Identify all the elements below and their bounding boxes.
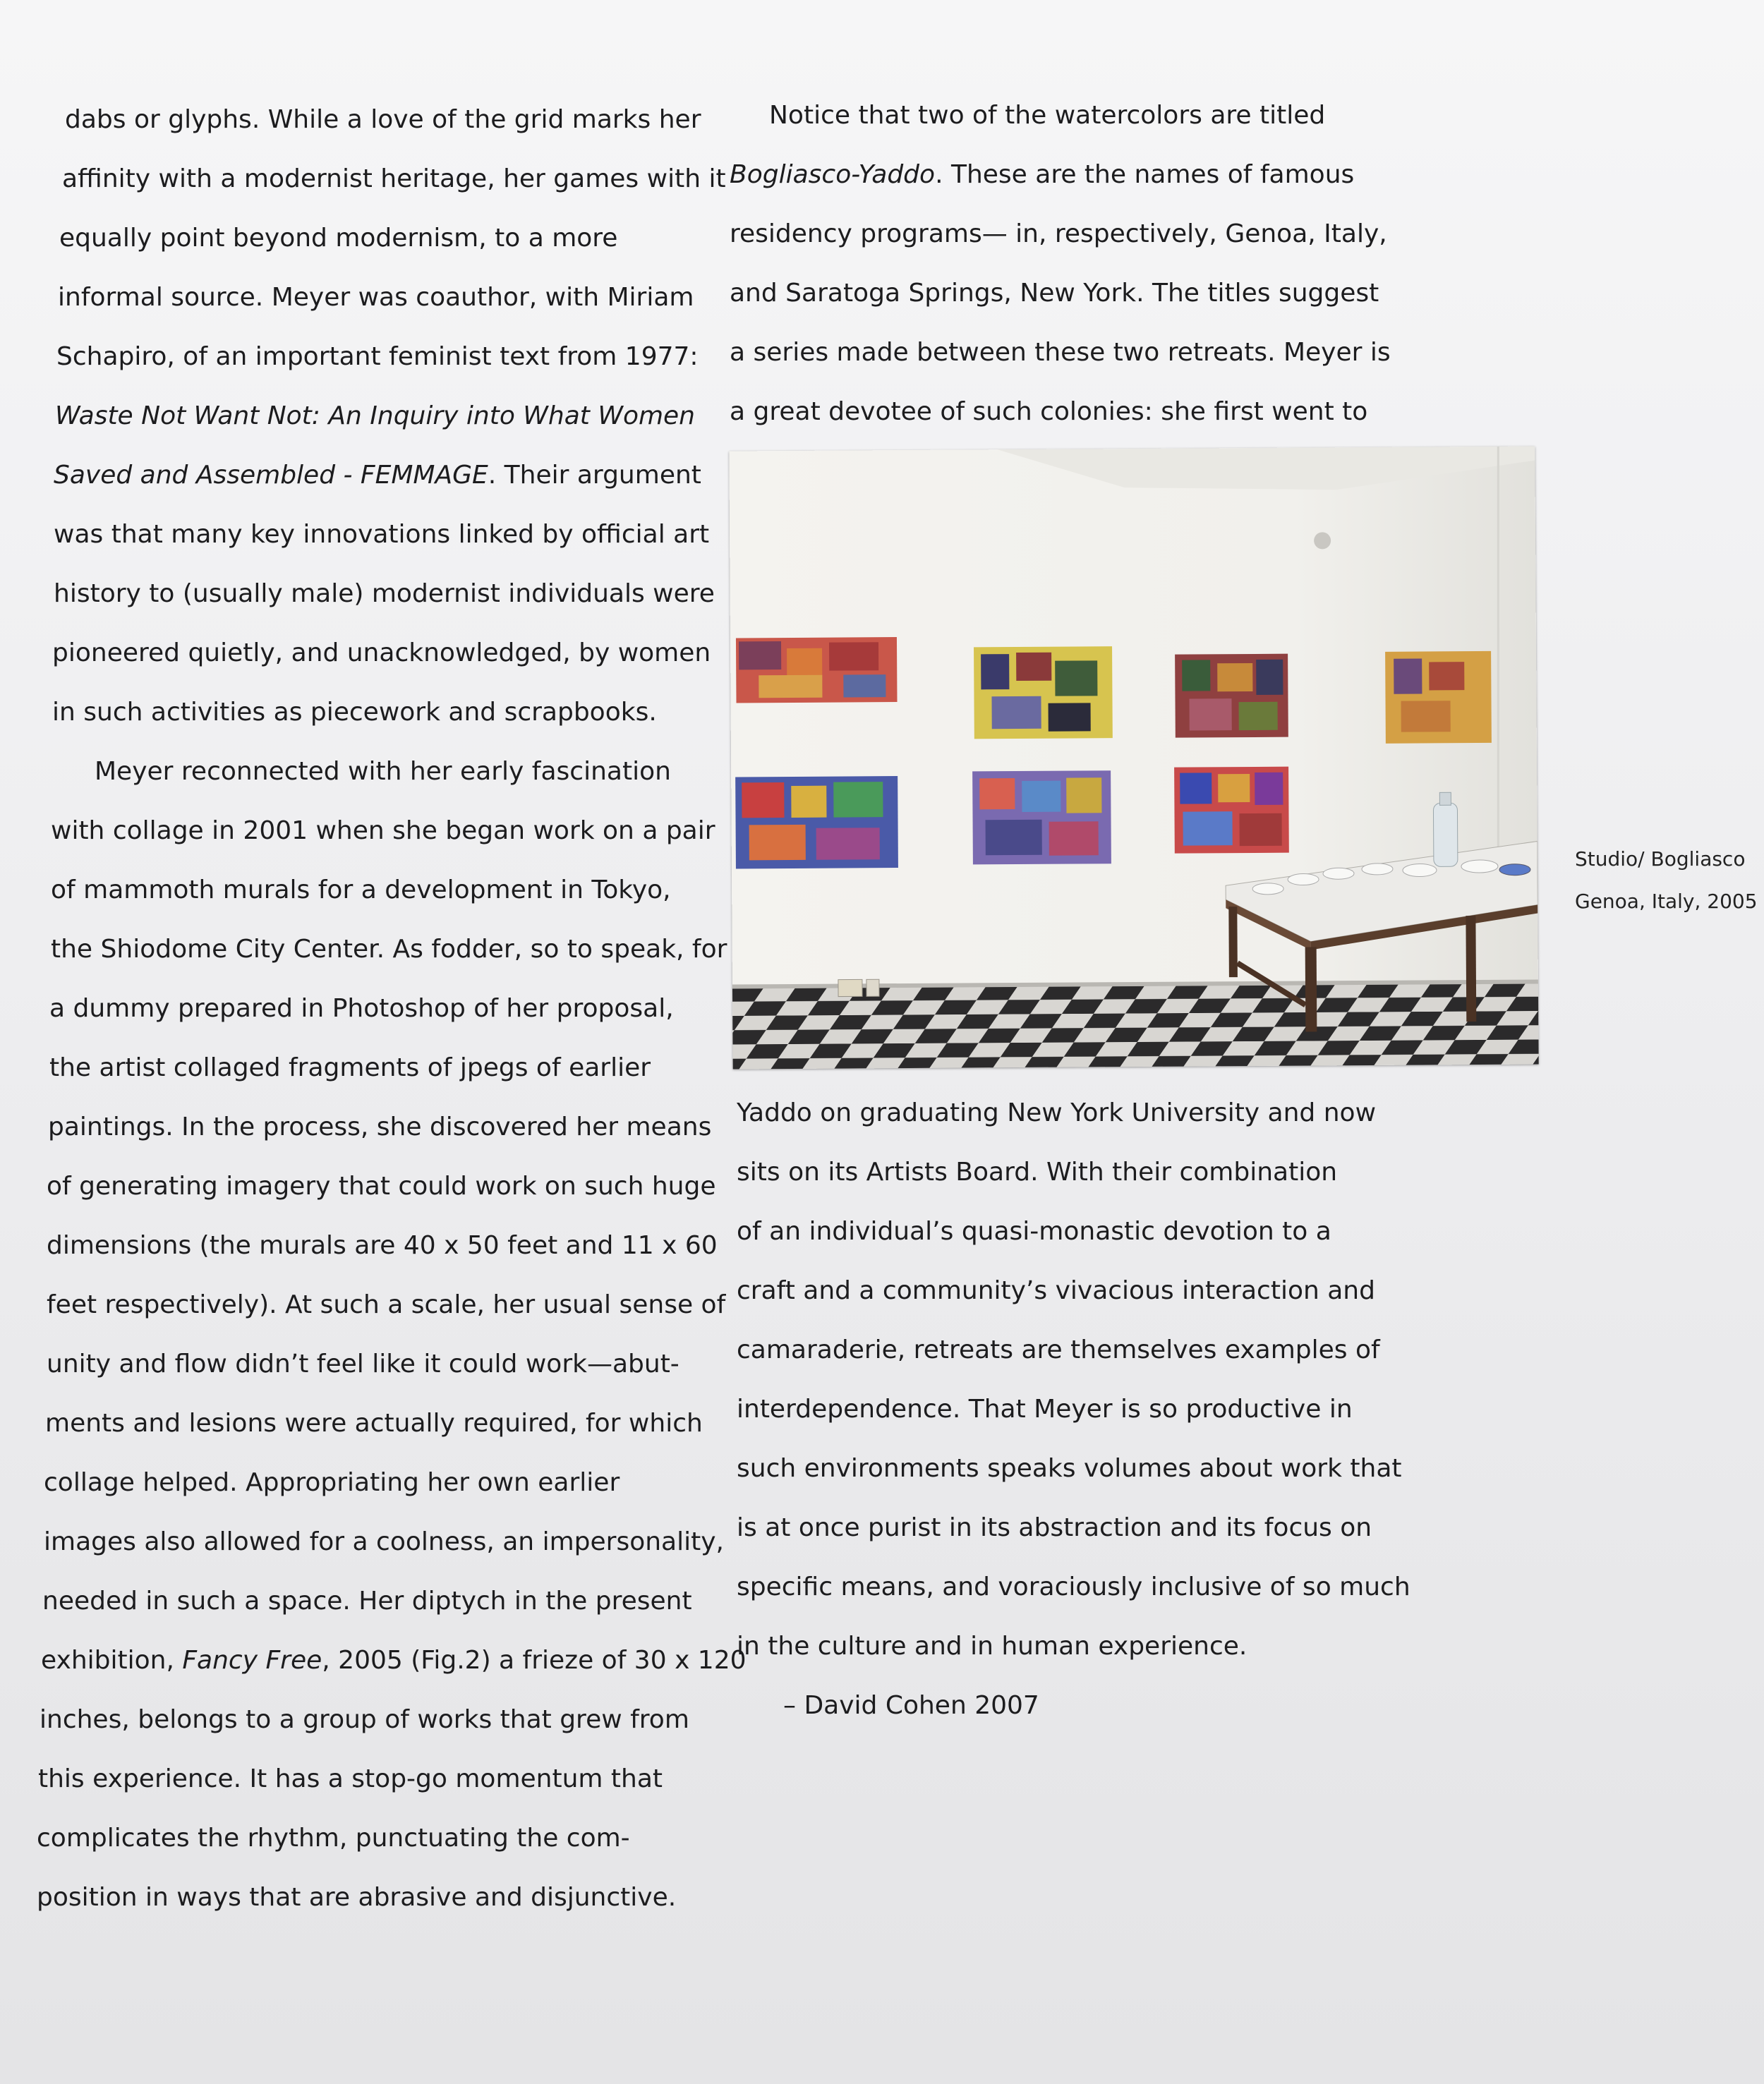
text-line: Yaddo on graduating New York University and now <box>737 1098 1377 1127</box>
text-line: was that many key innovations linked by official art <box>54 520 710 549</box>
text-line: needed in such a space. Her diptych in the present <box>42 1587 692 1616</box>
author-signature: – David Cohen 2007 <box>783 1691 1039 1720</box>
text-line: a great devotee of such colonies: she first went to <box>730 397 1368 426</box>
text-line: equally point beyond modernism, to a more <box>59 224 618 253</box>
text-line: feet respectively). At such a scale, her usual sense of <box>47 1290 726 1319</box>
text-line: and Saratoga Springs, New York. The titles suggest <box>730 279 1379 308</box>
photo-caption <box>1575 838 1758 923</box>
text-line: this experience. It has a stop-go momentum that <box>38 1764 663 1793</box>
book-title-line: Waste Not Want Not: An Inquiry into What Women <box>55 401 695 430</box>
left-text-column <box>27 90 747 1927</box>
artwork-title-italic: Fancy Free <box>182 1646 322 1675</box>
text-line: a dummy prepared in Photoshop of her proposal, <box>49 994 674 1023</box>
text-line: camaraderie, retreats are themselves examples of <box>737 1335 1380 1364</box>
caption-line-2: Genoa, Italy, 2005 <box>1575 890 1758 913</box>
text-line: Schapiro, of an important feminist text from 1977: <box>56 342 699 371</box>
text-fragment: , 2005 (Fig.2) a frieze of 30 x 120 <box>322 1646 747 1675</box>
paragraph-start: Notice that two of the watercolors are titled <box>769 101 1326 130</box>
text-line: of generating imagery that could work on such huge <box>47 1172 716 1201</box>
text-line: craft and a community’s vivacious interaction and <box>737 1276 1375 1305</box>
text-line: dabs or glyphs. While a love of the grid marks her <box>65 105 701 134</box>
text-line: in such activities as piecework and scrapbooks. <box>52 698 657 727</box>
text-line: a series made between these two retreats. Meyer is <box>730 338 1391 367</box>
text-line: such environments speaks volumes about work that <box>737 1454 1402 1483</box>
text-line: unity and flow didn’t feel like it could work—abut- <box>47 1350 679 1379</box>
paragraph-start: Meyer reconnected with her early fascination <box>95 757 671 786</box>
right-text-column-top <box>730 86 1391 442</box>
text-line: ments and lesions were actually required, for which <box>45 1409 703 1438</box>
caption-line-1: Studio/ Bogliasco <box>1575 847 1746 871</box>
text-line: with collage in 2001 when she began work on a pair <box>51 816 715 845</box>
text-line: is at once purist in its abstraction and its focus on <box>737 1513 1372 1542</box>
text-line: the artist collaged fragments of jpegs of earlier <box>49 1053 651 1082</box>
text-line: pioneered quietly, and unacknowledged, by women <box>52 638 711 667</box>
text-line: dimensions (the murals are 40 x 50 feet and 11 x 60 <box>47 1231 718 1260</box>
text-line: in the culture and in human experience. <box>737 1632 1248 1661</box>
book-title-italic: Saved and Assembled - FEMMAGE <box>54 461 488 490</box>
studio-photograph <box>729 447 1538 1070</box>
text-line: collage helped. Appropriating her own earlier <box>44 1468 620 1497</box>
text-line: images also allowed for a coolness, an impersonality, <box>44 1527 724 1556</box>
artwork-title-italic: Bogliasco-Yaddo <box>730 160 936 189</box>
right-text-column-bottom <box>737 1084 1410 1735</box>
text-line: paintings. In the process, she discovered her means <box>48 1113 712 1141</box>
text-line: sits on its Artists Board. With their combination <box>737 1158 1338 1187</box>
text-fragment: . Their argument <box>488 461 701 490</box>
text-line: history to (usually male) modernist individuals were <box>54 579 715 608</box>
text-line: of an individual’s quasi-monastic devotion to a <box>737 1217 1331 1246</box>
text-line <box>730 145 1379 205</box>
text-line: interdependence. That Meyer is so productive in <box>737 1395 1353 1424</box>
text-line <box>27 446 704 505</box>
text-fragment: exhibition, <box>41 1646 183 1675</box>
text-line: the Shiodome City Center. As fodder, so to speak, for <box>51 935 727 964</box>
text-line: informal source. Meyer was coauthor, with Miriam <box>58 283 694 312</box>
text-line: of mammoth murals for a development in Tokyo, <box>51 876 671 904</box>
text-fragment: . These are the names of famous <box>935 160 1355 189</box>
text-line: affinity with a modernist heritage, her games with it <box>62 164 726 193</box>
text-line <box>27 1631 747 1690</box>
text-line: inches, belongs to a group of works that grew from <box>40 1705 689 1734</box>
text-line: specific means, and voraciously inclusive of so much <box>737 1573 1410 1601</box>
studio-photo-illustration <box>729 447 1538 1070</box>
text-line: complicates the rhythm, punctuating the com- <box>37 1824 630 1853</box>
text-line: residency programs— in, respectively, Genoa, Italy, <box>730 219 1387 248</box>
text-line: position in ways that are abrasive and disjunctive. <box>37 1883 677 1912</box>
